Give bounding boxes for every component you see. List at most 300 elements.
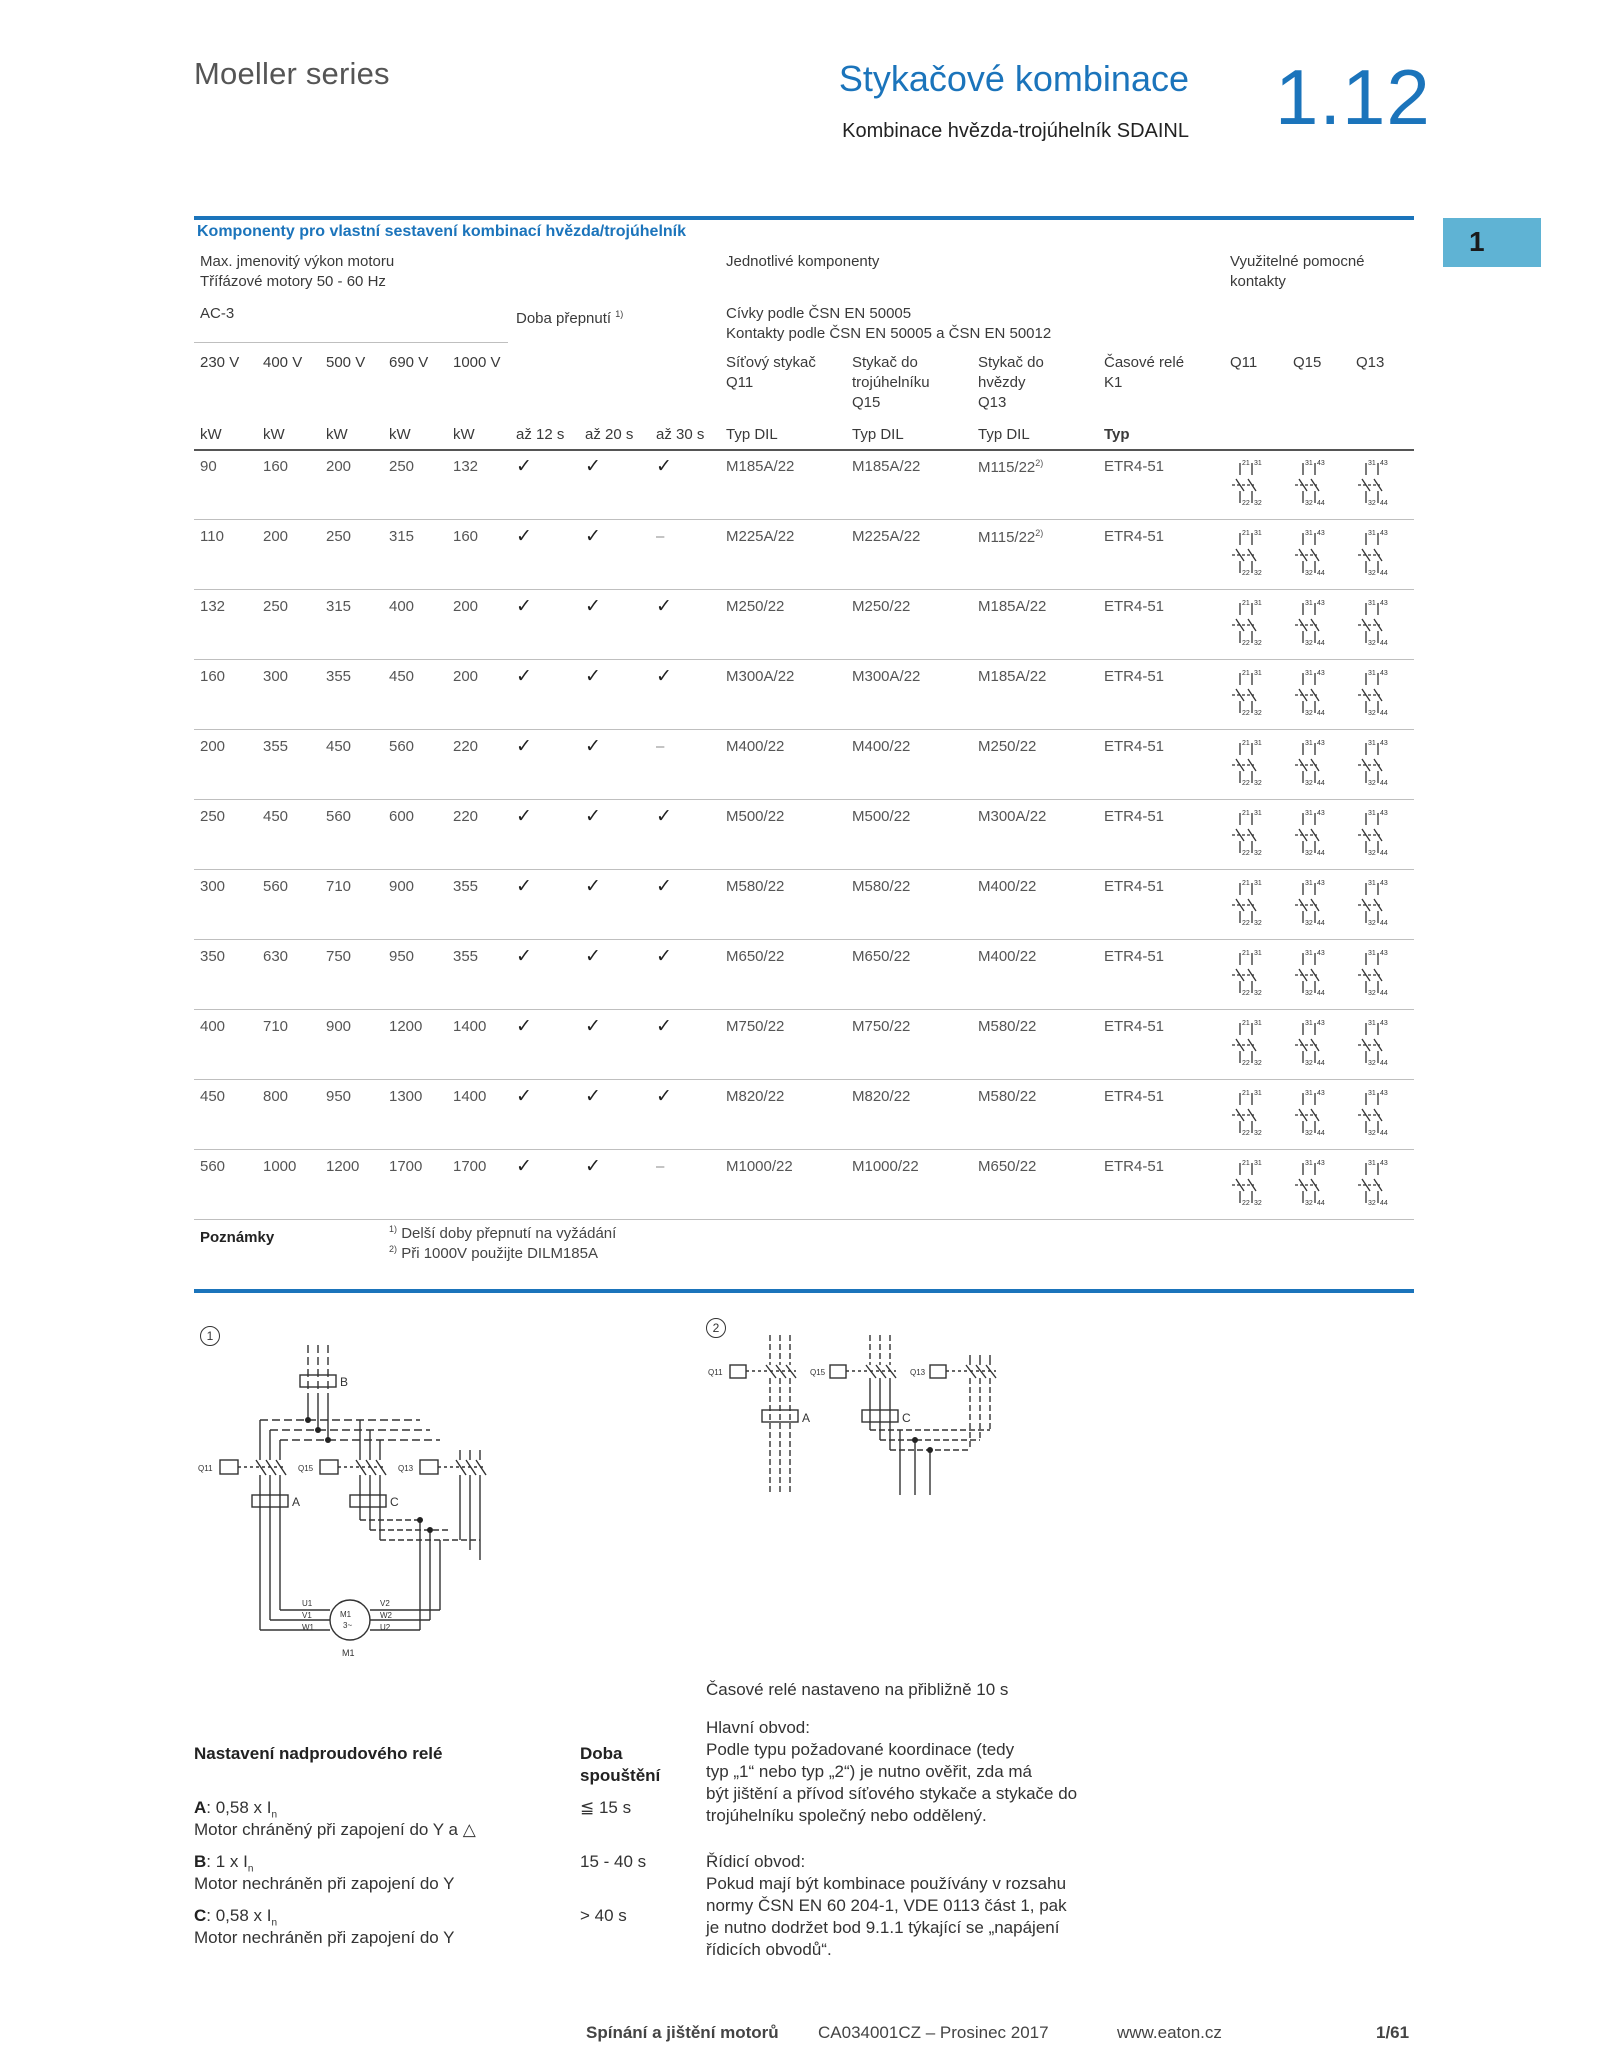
switch-time-cell: ✓ <box>656 1086 672 1107</box>
aux-contact-symbol <box>1230 947 1274 999</box>
switch-time-header: Doba přepnutí $^{1)}$ <box>516 309 624 327</box>
aux-terminal-number: 43 <box>1317 1160 1325 1167</box>
switch-time-cell: – <box>656 1158 665 1175</box>
power-cell: 400 <box>200 1018 226 1035</box>
aux-terminal-number: 22 <box>1242 920 1250 927</box>
q15-type-cell: M580/22 <box>852 878 911 895</box>
q13-type-cell <box>978 808 1046 825</box>
section-number: 1.12 <box>1275 53 1431 141</box>
aux-terminal-number: 43 <box>1317 1090 1325 1097</box>
aux-terminal-number: 22 <box>1242 710 1250 717</box>
q13-type-cell <box>978 1088 1036 1105</box>
aux-terminal-number: 44 <box>1317 990 1325 997</box>
q13-type-cell <box>978 598 1046 615</box>
aux-terminal-number: 44 <box>1317 920 1325 927</box>
power-cell: 355 <box>326 668 352 685</box>
switch-time-cell: ✓ <box>585 666 601 687</box>
aux-terminal-number: 32 <box>1368 640 1376 647</box>
q13-type-value: M650/22 <box>978 1158 1037 1175</box>
aux-terminal-number: 32 <box>1254 990 1262 997</box>
aux-terminal-number: 31 <box>1305 600 1313 607</box>
q11-type-cell: M225A/22 <box>726 528 795 545</box>
setting-description: Motor chráněný při zapojení do Y a △ <box>194 1820 476 1839</box>
aux-contact-symbol <box>1356 527 1400 579</box>
aux-terminal-number: 44 <box>1380 640 1388 647</box>
aux-contact-symbol <box>1293 597 1337 649</box>
aux-terminal-number: 21 <box>1242 530 1250 537</box>
q11-type-cell: M185A/22 <box>726 458 795 475</box>
power-cell: 1200 <box>389 1018 423 1035</box>
power-cell: 300 <box>200 878 226 895</box>
main-circuit-line: typ „1“ nebo typ „2“) je nutno ověřit, zda má <box>706 1762 1032 1781</box>
chapter-tab[interactable]: 1 <box>1443 218 1541 267</box>
switch-time-cell: ✓ <box>516 456 532 477</box>
timer-note: Časové relé nastaveno na přibližně 10 s <box>706 1680 1009 1699</box>
aux-terminal-number: 22 <box>1242 640 1250 647</box>
power-cell: 250 <box>389 458 415 475</box>
aux-terminal-number: 31 <box>1254 530 1262 537</box>
aux-terminal-number: 32 <box>1305 500 1313 507</box>
aux-contact-symbol <box>1356 457 1400 509</box>
switch-time-cell: ✓ <box>656 876 672 897</box>
aux-terminal-number: 22 <box>1242 570 1250 577</box>
q11-type-cell: M1000/22 <box>726 1158 793 1175</box>
aux-terminal-number: 31 <box>1368 1020 1376 1027</box>
switch-time-cell: ✓ <box>585 806 601 827</box>
setting-subscript: n <box>247 1863 254 1875</box>
header-rule <box>194 449 1414 451</box>
q15-type-cell: M300A/22 <box>852 668 921 685</box>
aux-terminal-number: 31 <box>1254 1160 1262 1167</box>
aux-terminal-number: 32 <box>1305 1130 1313 1137</box>
aux-terminal-number: 31 <box>1305 670 1313 677</box>
power-cell: 900 <box>389 878 415 895</box>
aux-terminal-number: 43 <box>1380 950 1388 957</box>
aux-terminal-number: 22 <box>1242 1130 1250 1137</box>
switch-time-cell: ✓ <box>516 666 532 687</box>
aux-contact-symbol <box>1230 457 1274 509</box>
diagram-2-marker: 2 <box>706 1318 726 1338</box>
footer-code: CA034001CZ – Prosinec 2017 <box>818 2023 1049 2042</box>
switch-time-cell: ✓ <box>516 1016 532 1037</box>
switch-time-cell: ✓ <box>516 1086 532 1107</box>
aux-terminal-number: 21 <box>1242 950 1250 957</box>
aux-terminal-number: 21 <box>1242 460 1250 467</box>
aux-terminal-number: 21 <box>1242 1160 1250 1167</box>
control-circuit-line: je nutno dodržet bod 9.1.1 týkající se „napájení <box>706 1918 1060 1937</box>
switch-time-cell: ✓ <box>585 596 601 617</box>
power-cell: 450 <box>200 1088 226 1105</box>
row-divider <box>194 1219 1414 1220</box>
component-header: Q13 <box>978 394 1007 411</box>
series-name: Moeller series <box>194 56 390 91</box>
page-title: Stykačové kombinace <box>838 58 1189 99</box>
switch-time-cell: ✓ <box>585 526 601 547</box>
row-divider <box>194 1079 1414 1080</box>
q13-footnote-ref: 2) <box>1035 528 1044 538</box>
row-divider <box>194 729 1414 730</box>
aux-terminal-number: 44 <box>1317 850 1325 857</box>
diagram-1-marker: 1 <box>200 1326 220 1346</box>
q11-type-cell: M750/22 <box>726 1018 785 1035</box>
unit-label: kW <box>326 426 348 443</box>
d1-motor-inner: M1 <box>340 1610 352 1619</box>
switch-time-cell: ✓ <box>516 1156 532 1177</box>
aux-terminal-number: 32 <box>1368 710 1376 717</box>
aux-terminal-number: 31 <box>1368 810 1376 817</box>
aux-contact-symbol <box>1230 597 1274 649</box>
setting-factor: : 0,58 x I <box>206 1798 272 1817</box>
aux-contact-symbol <box>1230 1017 1274 1069</box>
component-header: Stykač do <box>852 354 918 371</box>
q15-type-cell: M400/22 <box>852 738 911 755</box>
power-cell: 600 <box>389 808 415 825</box>
aux-terminal-number: 32 <box>1254 500 1262 507</box>
q13-type-cell <box>978 668 1046 685</box>
power-cell: 450 <box>326 738 352 755</box>
setting-description: Motor nechráněn při zapojení do Y <box>194 1928 455 1947</box>
aux-terminal-number: 43 <box>1317 530 1325 537</box>
power-cell: 710 <box>326 878 352 895</box>
aux-terminal-number: 32 <box>1305 850 1313 857</box>
aux-terminal-number: 32 <box>1305 990 1313 997</box>
switch-time-cell: ✓ <box>516 526 532 547</box>
power-cell: 90 <box>200 458 217 475</box>
power-cell: 950 <box>389 948 415 965</box>
aux-terminal-number: 44 <box>1380 500 1388 507</box>
ac3-label: AC-3 <box>200 305 235 322</box>
aux-contact-symbol <box>1356 807 1400 859</box>
aux-terminal-number: 22 <box>1242 780 1250 787</box>
timer-type-cell: ETR4-51 <box>1104 1158 1165 1175</box>
power-cell: 132 <box>453 458 479 475</box>
aux-contact-symbol <box>1230 1157 1274 1209</box>
voltage-header: 500 V <box>326 354 366 371</box>
switch-time-cell: ✓ <box>585 456 601 477</box>
switch-time-cell: – <box>656 738 665 755</box>
notes-label: Poznámky <box>200 1229 275 1246</box>
switch-time-cell: ✓ <box>656 946 672 967</box>
unit-label: kW <box>453 426 475 443</box>
aux-terminal-number: 31 <box>1368 530 1376 537</box>
aux-contact-symbol <box>1356 667 1400 719</box>
switch-time-cell: ✓ <box>585 1016 601 1037</box>
q15-type-cell: M250/22 <box>852 598 911 615</box>
switch-time-cell: ✓ <box>585 946 601 967</box>
timer-type-cell: ETR4-51 <box>1104 598 1165 615</box>
power-cell: 110 <box>200 528 224 545</box>
q15-type-cell: M225A/22 <box>852 528 921 545</box>
aux-terminal-number: 31 <box>1254 1020 1262 1027</box>
aux-contact-symbol <box>1356 877 1400 929</box>
q15-type-cell: M820/22 <box>852 1088 911 1105</box>
unit-label: až 20 s <box>585 426 634 443</box>
setting-factor: : 0,58 x I <box>206 1906 272 1925</box>
q11-type-cell: M250/22 <box>726 598 785 615</box>
row-divider <box>194 1149 1414 1150</box>
aux-terminal-number: 22 <box>1242 850 1250 857</box>
timer-type-cell: ETR4-51 <box>1104 878 1165 895</box>
main-circuit-line: trojúhelníku společný nebo oddělený. <box>706 1806 987 1825</box>
aux-terminal-number: 44 <box>1380 990 1388 997</box>
timer-type-cell: ETR4-51 <box>1104 1018 1165 1035</box>
aux-terminal-number: 43 <box>1317 880 1325 887</box>
setting-label: B <box>194 1852 207 1871</box>
component-header: K1 <box>1104 374 1123 391</box>
q11-type-cell: M300A/22 <box>726 668 795 685</box>
aux-terminal-number: 43 <box>1317 950 1325 957</box>
aux-contact-symbol <box>1293 457 1337 509</box>
setting-subscript: n <box>271 1917 278 1929</box>
d1-label-c: C <box>390 1495 399 1509</box>
aux-terminal-number: 43 <box>1317 740 1325 747</box>
d1-label-b: B <box>340 1375 349 1389</box>
aux-terminal-number: 21 <box>1242 810 1250 817</box>
setting-description: Motor nechráněn při zapojení do Y <box>194 1874 455 1893</box>
aux-terminal-number: 32 <box>1305 1060 1313 1067</box>
aux-contact-symbol <box>1356 947 1400 999</box>
unit-label: kW <box>200 426 222 443</box>
unit-label: kW <box>263 426 285 443</box>
aux-terminal-number: 43 <box>1317 1020 1325 1027</box>
aux-contact-symbol <box>1356 1157 1400 1209</box>
setting-label: A <box>194 1798 207 1817</box>
page-subtitle: Kombinace hvězda-trojúhelník SDAINL <box>842 120 1189 142</box>
control-circuit-line: normy ČSN EN 60 204-1, VDE 0113 část 1, pak <box>706 1896 1067 1915</box>
aux-terminal-number: 32 <box>1368 1060 1376 1067</box>
switch-time-cell: ✓ <box>585 1086 601 1107</box>
motor-header-1: Max. jmenovitý výkon motoru <box>200 253 395 270</box>
table-top-rule <box>194 216 1414 220</box>
aux-terminal-number: 44 <box>1317 1130 1325 1137</box>
aux-terminal-number: 31 <box>1368 1090 1376 1097</box>
component-header: trojúhelníku <box>852 374 930 391</box>
power-cell: 800 <box>263 1088 289 1105</box>
aux-terminal-number: 31 <box>1254 950 1262 957</box>
footer-url[interactable]: www.eaton.cz <box>1117 2023 1222 2042</box>
row-divider <box>194 869 1414 870</box>
aux-terminal-number: 43 <box>1380 1090 1388 1097</box>
power-cell: 900 <box>326 1018 352 1035</box>
aux-terminal-number: 21 <box>1242 880 1250 887</box>
power-cell: 160 <box>200 668 226 685</box>
aux-terminal-number: 44 <box>1317 1060 1325 1067</box>
component-header: Q15 <box>852 394 881 411</box>
main-circuit-line: být jištění a přívod síťového stykače a stykače do <box>706 1784 1078 1803</box>
diagram-2-schematic <box>700 1330 1020 1510</box>
power-cell: 250 <box>326 528 352 545</box>
power-cell: 300 <box>263 668 289 685</box>
power-cell: 950 <box>326 1088 352 1105</box>
aux-terminal-number: 31 <box>1305 810 1313 817</box>
aux-column-header: Q13 <box>1356 354 1385 371</box>
d1-motor-label: M1 <box>342 1648 355 1658</box>
footer-section: Spínání a jištění motorů <box>586 2023 779 2042</box>
aux-terminal-number: 31 <box>1368 670 1376 677</box>
aux-terminal-number: 32 <box>1254 1130 1262 1137</box>
d1-u1: U1 <box>302 1599 313 1608</box>
contacts-standard: Kontakty podle ČSN EN 50005 a ČSN EN 50012 <box>726 325 1052 342</box>
unit-label: Typ DIL <box>726 426 778 443</box>
aux-contact-symbol <box>1356 737 1400 789</box>
q13-type-cell <box>978 1158 1036 1175</box>
setting-label: C <box>194 1906 207 1925</box>
aux-terminal-number: 44 <box>1317 710 1325 717</box>
unit-label: kW <box>389 426 411 443</box>
footer-page: 1/61 <box>1376 2023 1410 2042</box>
control-circuit-line: Řídicí obvod: <box>706 1852 806 1871</box>
power-cell: 630 <box>263 948 289 965</box>
power-cell: 1700 <box>453 1158 487 1175</box>
d1-u2: U2 <box>380 1623 391 1632</box>
voltage-header: 690 V <box>389 354 429 371</box>
power-cell: 200 <box>326 458 352 475</box>
switch-time-cell: ✓ <box>656 806 672 827</box>
q13-type-value: M300A/22 <box>978 808 1047 825</box>
q11-type-cell: M580/22 <box>726 878 785 895</box>
power-cell: 1300 <box>389 1088 423 1105</box>
aux-terminal-number: 31 <box>1368 460 1376 467</box>
footnote-1: $^{1)}$ Delší doby přepnutí na vyžádání <box>389 1224 617 1242</box>
q13-type-value: M115/22 <box>978 529 1036 546</box>
aux-terminal-number: 43 <box>1380 880 1388 887</box>
aux-terminal-number: 31 <box>1305 740 1313 747</box>
aux-terminal-number: 31 <box>1305 950 1313 957</box>
aux-terminal-number: 32 <box>1305 1200 1313 1207</box>
d1-v1: V1 <box>302 1611 312 1620</box>
aux-contact-symbol <box>1230 1087 1274 1139</box>
aux-terminal-number: 44 <box>1380 1130 1388 1137</box>
aux-terminal-number: 44 <box>1380 780 1388 787</box>
aux-terminal-number: 43 <box>1380 600 1388 607</box>
aux-terminal-number: 31 <box>1305 530 1313 537</box>
aux-terminal-number: 43 <box>1317 670 1325 677</box>
q13-type-value: M580/22 <box>978 1018 1037 1035</box>
switch-time-cell: ✓ <box>516 876 532 897</box>
aux-terminal-number: 43 <box>1380 460 1388 467</box>
aux-terminal-number: 44 <box>1317 640 1325 647</box>
aux-terminal-number: 32 <box>1368 920 1376 927</box>
aux-terminal-number: 32 <box>1254 850 1262 857</box>
switch-time-cell: ✓ <box>585 1156 601 1177</box>
q13-type-value: M580/22 <box>978 1088 1037 1105</box>
aux-terminal-number: 32 <box>1254 780 1262 787</box>
aux-terminal-number: 32 <box>1254 1200 1262 1207</box>
aux-terminal-number: 22 <box>1242 990 1250 997</box>
q15-type-cell: M650/22 <box>852 948 911 965</box>
timer-type-cell: ETR4-51 <box>1104 458 1165 475</box>
d1-v2: V2 <box>380 1599 390 1608</box>
aux-terminal-number: 44 <box>1380 710 1388 717</box>
aux-terminal-number: 32 <box>1305 780 1313 787</box>
power-cell: 1400 <box>453 1088 487 1105</box>
aux-terminal-number: 32 <box>1254 570 1262 577</box>
aux-contact-symbol <box>1293 1087 1337 1139</box>
aux-contact-symbol <box>1293 527 1337 579</box>
q13-type-cell <box>978 738 1036 755</box>
d1-label-a: A <box>292 1495 301 1509</box>
timer-type-cell: ETR4-51 <box>1104 948 1165 965</box>
d1-label-q15: Q15 <box>298 1464 314 1473</box>
q13-type-cell <box>978 528 1043 546</box>
switch-time-cell: ✓ <box>585 736 601 757</box>
power-cell: 1000 <box>263 1158 297 1175</box>
unit-label: Typ DIL <box>852 426 904 443</box>
aux-terminal-number: 31 <box>1305 880 1313 887</box>
timer-type-cell: ETR4-51 <box>1104 1088 1165 1105</box>
aux-terminal-number: 31 <box>1305 1020 1313 1027</box>
timer-type-cell: ETR4-51 <box>1104 528 1165 545</box>
power-cell: 355 <box>263 738 289 755</box>
power-cell: 560 <box>200 1158 226 1175</box>
power-cell: 560 <box>326 808 352 825</box>
aux-contact-symbol <box>1230 737 1274 789</box>
aux-contact-symbol <box>1293 807 1337 859</box>
power-cell: 1700 <box>389 1158 423 1175</box>
power-cell: 710 <box>263 1018 289 1035</box>
q11-type-cell: M820/22 <box>726 1088 785 1105</box>
aux-terminal-number: 21 <box>1242 1020 1250 1027</box>
setting-time: > 40 s <box>580 1906 627 1925</box>
aux-terminal-number: 44 <box>1317 570 1325 577</box>
component-header: hvězdy <box>978 374 1026 391</box>
d2-label-q11: Q11 <box>708 1368 723 1377</box>
q11-type-cell: M400/22 <box>726 738 785 755</box>
aux-terminal-number: 43 <box>1317 810 1325 817</box>
timer-type-cell: ETR4-51 <box>1104 738 1165 755</box>
motor-header-2: Třífázové motory 50 - 60 Hz <box>200 273 386 290</box>
d2-label-a: A <box>802 1411 811 1425</box>
q15-type-cell: M750/22 <box>852 1018 911 1035</box>
aux-terminal-number: 21 <box>1242 1090 1250 1097</box>
q13-type-value: M115/22 <box>978 459 1036 476</box>
d1-label-q11: Q11 <box>198 1464 213 1473</box>
aux-terminal-number: 31 <box>1254 740 1262 747</box>
aux-contact-symbol <box>1293 737 1337 789</box>
row-divider <box>194 799 1414 800</box>
aux-terminal-number: 44 <box>1317 500 1325 507</box>
aux-terminal-number: 44 <box>1380 1060 1388 1067</box>
power-cell: 220 <box>453 738 479 755</box>
aux-contact-symbol <box>1356 597 1400 649</box>
aux-contact-symbol <box>1230 877 1274 929</box>
component-header: Q11 <box>726 374 754 391</box>
aux-header-2: kontakty <box>1230 273 1286 290</box>
aux-terminal-number: 44 <box>1317 1200 1325 1207</box>
aux-terminal-number: 32 <box>1254 920 1262 927</box>
power-cell: 160 <box>453 528 479 545</box>
voltage-divider <box>194 342 508 343</box>
power-cell: 132 <box>200 598 226 615</box>
aux-terminal-number: 32 <box>1368 850 1376 857</box>
d1-w2: W2 <box>380 1611 392 1620</box>
aux-contact-symbol <box>1230 807 1274 859</box>
aux-terminal-number: 44 <box>1380 1200 1388 1207</box>
q13-type-value: M185A/22 <box>978 598 1047 615</box>
power-cell: 450 <box>389 668 415 685</box>
aux-terminal-number: 22 <box>1242 1200 1250 1207</box>
q13-type-cell <box>978 458 1043 476</box>
aux-terminal-number: 32 <box>1305 570 1313 577</box>
aux-terminal-number: 31 <box>1254 1090 1262 1097</box>
aux-terminal-number: 31 <box>1368 880 1376 887</box>
q13-type-value: M250/22 <box>978 738 1037 755</box>
aux-terminal-number: 44 <box>1317 780 1325 787</box>
aux-terminal-number: 43 <box>1380 670 1388 677</box>
aux-terminal-number: 43 <box>1380 810 1388 817</box>
power-cell: 200 <box>200 738 226 755</box>
footnote-2: $^{2)}$ Při 1000V použijte DILM185A <box>389 1244 598 1262</box>
